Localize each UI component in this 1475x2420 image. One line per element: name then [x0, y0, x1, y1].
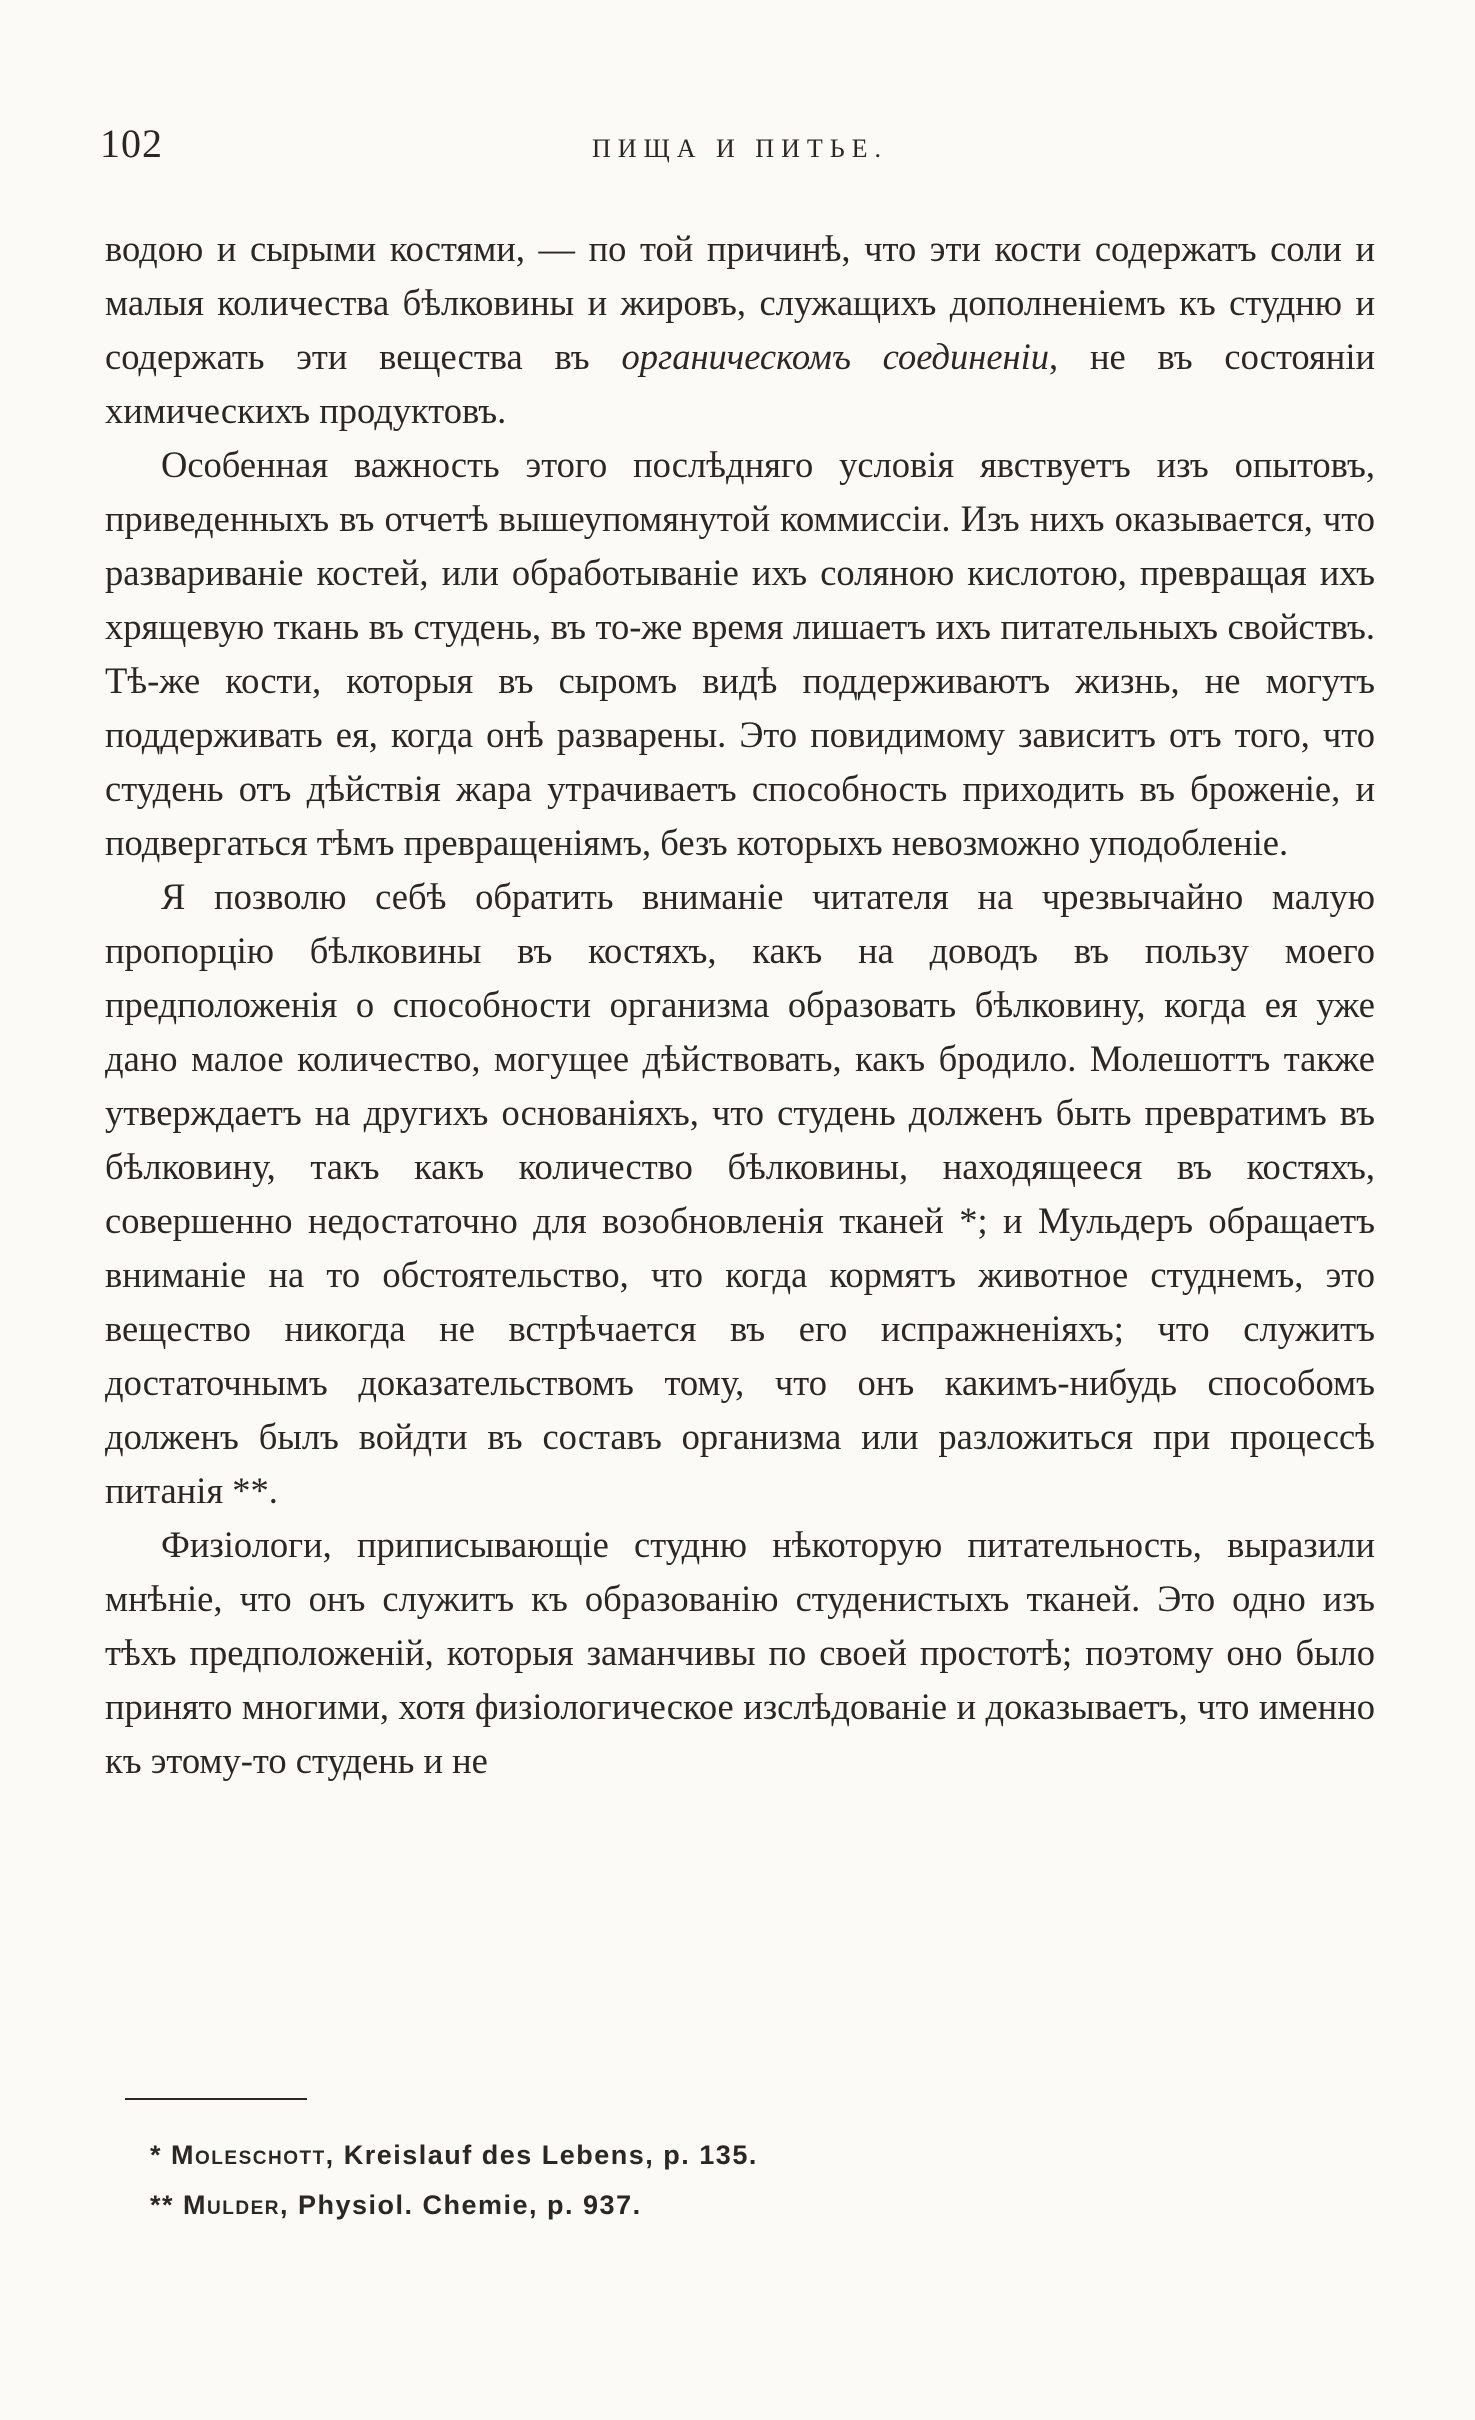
running-title: ПИЩА И ПИТЬЕ. [591, 134, 889, 163]
footnote-2-author: Mulder, [183, 2190, 289, 2220]
paragraph-1-text: водою и сырыми костями, — по той причинѣ, что эти кости содержатъ соли и малыя количества бѣлковины и жировъ, служащихъ дополненіемъ къ студню и содержать эти вещества въ [105, 228, 1375, 377]
footnote-1 [150, 2130, 1300, 2180]
footnote-1-author: Molesсhott, [171, 2140, 335, 2170]
page-header [100, 120, 1380, 180]
footnote-2-mark: ** [150, 2190, 175, 2220]
body-text [105, 222, 1375, 1788]
footnote-1-text: Kreislauf des Lebens, p. 135. [334, 2140, 758, 2170]
footnote-2-text: Physiol. Chemie, p. 937. [288, 2190, 642, 2220]
paragraph-2: Особенная важность этого послѣдняго условія явствуетъ изъ опытовъ, приведенныхъ въ отчетѣ вышеупомянутой коммиссіи. Изъ нихъ оказывается, что развариваніе костей, или обработываніе ихъ соляною кислотою, превращая ихъ хрящевую ткань въ студень, въ то-же время лишаетъ ихъ питательныхъ свойствъ. Тѣ-же кости, которыя въ сыромъ видѣ поддерживаютъ жизнь, не могутъ поддерживать ея, когда онѣ разварены. Это повидимому зависитъ отъ того, что студень отъ дѣйствія жара утрачиваетъ способность приходить въ броженіе, и подвергаться тѣмъ превращеніямъ, безъ которыхъ невозможно уподобленіе. [105, 444, 1375, 863]
footnote-divider [125, 2098, 307, 2100]
page-number: 102 [100, 121, 163, 166]
footnotes [150, 2130, 1300, 2230]
footnote-1-mark: * [150, 2140, 163, 2170]
paragraph-3: Я позволю себѣ обратить вниманіе читателя на чрезвычайно малую пропорцію бѣлковины въ костяхъ, какъ на доводъ въ пользу моего предположенія о способности организма образовать бѣлковину, когда ея уже дано малое количество, могущее дѣйствовать, какъ бродило. Молешоттъ также утверждаетъ на другихъ основаніяхъ, что студень долженъ быть превратимъ въ бѣлковину, такъ какъ количество бѣлковины, находящееся въ костяхъ, совершенно недостаточно для возобновленія тканей *; и Мульдеръ обращаетъ вниманіе на то обстоятельство, что когда кормятъ животное студнемъ, это вещество никогда не встрѣчается въ его испражненіяхъ; что служитъ достаточнымъ доказательствомъ тому, что онъ какимъ-нибудь способомъ долженъ былъ войдти въ составъ организма или разложиться при процессѣ питанія **. [105, 876, 1375, 1511]
paragraph-1 [105, 222, 1375, 438]
paragraph-1-emphasis: органическомъ соединеніи [621, 336, 1050, 377]
footnote-2 [150, 2180, 1300, 2230]
paragraph-4: Физіологи, приписывающіе студню нѣкоторую питательность, выразили мнѣніе, что онъ служитъ къ образованію студенистыхъ тканей. Это одно изъ тѣхъ предположеній, которыя заманчивы по своей простотѣ; поэтому оно было принято многими, хотя физіологическое изслѣдованіе и доказываетъ, что именно къ этому-то студень и не [105, 1524, 1375, 1781]
paragraph-1-text-end: , не въ состояніи химическихъ продуктовъ. [105, 336, 1375, 431]
